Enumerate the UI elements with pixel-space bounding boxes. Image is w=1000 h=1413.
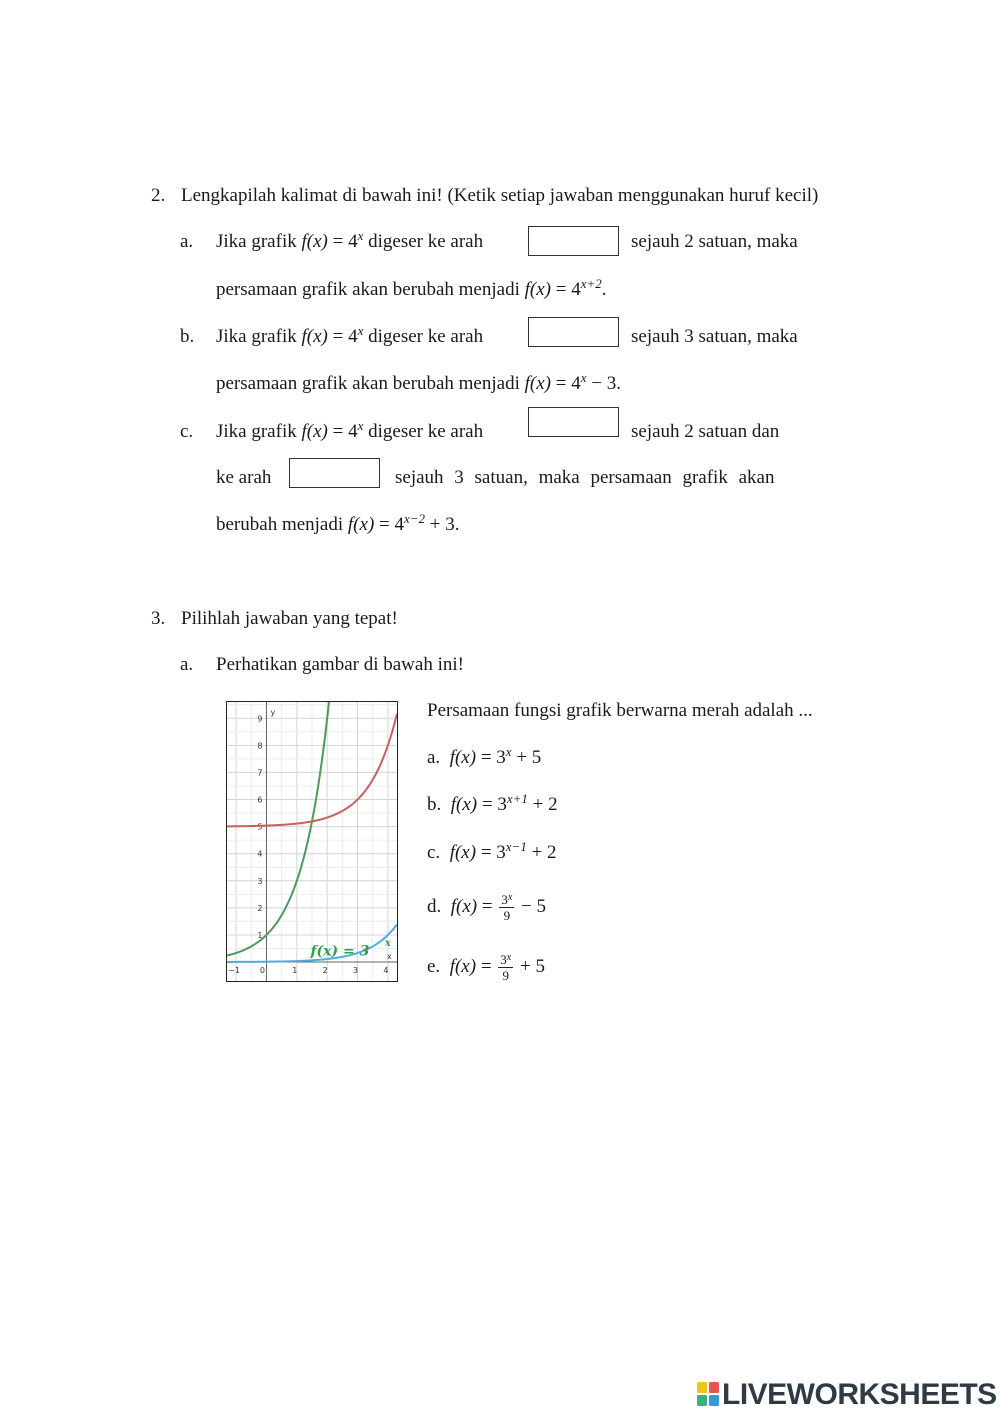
function-label-exponent: x <box>384 937 391 949</box>
x-tick-label: 1 <box>292 966 298 976</box>
y-tick-label: 9 <box>257 714 263 724</box>
q3-instruction: Pilihlah jawaban yang tepat! <box>181 608 398 629</box>
q2b-line2: persamaan grafik akan berubah menjadi $f(x) = 4^x - 3$. <box>216 370 621 394</box>
option-b[interactable]: b. $f(x) = 3^{x+1} + 2$ <box>427 791 558 815</box>
q2a-letter: a. <box>180 231 194 252</box>
y-tick-label: 3 <box>257 876 263 886</box>
q2a-line1: Jika grafik $f(x) = 4^x$ digeser ke arah <box>216 228 484 252</box>
q2a-line2: persamaan grafik akan berubah menjadi $f(x) = 4^{x+2}$. <box>216 276 607 300</box>
q2c-line1: Jika grafik $f(x) = 4^x$ digeser ke arah <box>216 418 484 442</box>
liveworksheets-logo-icon <box>697 1382 719 1406</box>
y-axis-label: y <box>270 708 276 717</box>
q2c-line3: berubah menjadi $f(x) = 4^{x-2} + 3$. <box>216 511 460 535</box>
y-tick-label: 2 <box>257 903 263 913</box>
y-tick-label: 1 <box>257 930 263 940</box>
fraction: $\frac{3^x}{9}$ <box>501 892 513 924</box>
q2c-answer-box-2[interactable] <box>289 458 380 488</box>
y-tick-label: 7 <box>257 768 263 778</box>
q3a-question: Persamaan fungsi grafik berwarna merah adalah ... <box>427 700 813 721</box>
option-a[interactable]: a. $f(x) = 3^x + 5$ <box>427 744 542 768</box>
function-graph <box>226 701 398 982</box>
q3a-text: Perhatikan gambar di bawah ini! <box>216 654 464 675</box>
q2c-distance-text: sejauh 2 satuan dan <box>631 421 780 442</box>
option-c[interactable]: c. $f(x) = 3^{x-1} + 2$ <box>427 839 557 863</box>
function-label: f(x) = 3 <box>310 943 370 960</box>
liveworksheets-logo: LIVEWORKSHEETS <box>722 1378 997 1411</box>
y-tick-label: 6 <box>257 795 263 805</box>
fraction: $\frac{3^x}{9}$ <box>500 952 512 984</box>
option-e[interactable]: e. f(x) = $\frac{3^x}{9}$ + 5 <box>427 952 545 984</box>
y-tick-label: 5 <box>257 822 263 832</box>
q2b-letter: b. <box>180 326 195 347</box>
q2c-direction-text: ke arah <box>216 467 272 488</box>
q2c-continuation: sejauh 3 satuan, maka persamaan grafik akan <box>395 467 775 488</box>
x-axis-label: x <box>387 952 392 962</box>
q2a-distance-text: sejauh 2 satuan, maka <box>631 231 798 252</box>
x-tick-label: 3 <box>352 966 359 976</box>
y-tick-label: 8 <box>257 741 263 751</box>
q3a-letter: a. <box>180 654 194 675</box>
curve-green <box>227 702 331 956</box>
q2a-answer-box[interactable] <box>528 226 619 256</box>
x-tick-label: 2 <box>322 966 328 976</box>
q2-instruction: Lengkapilah kalimat di bawah ini! (Ketik setiap jawaban menggunakan huruf kecil) <box>181 185 819 206</box>
y-tick-label: 4 <box>257 849 263 859</box>
q2c-letter: c. <box>180 421 194 442</box>
option-d[interactable]: d. f(x) = $\frac{3^x}{9}$ − 5 <box>427 892 547 924</box>
q2b-line1: Jika grafik $f(x) = 4^x$ digeser ke arah <box>216 323 484 347</box>
q2-number: 2. <box>151 185 166 206</box>
x-tick-label: −1 <box>228 966 241 976</box>
q2c-answer-box-1[interactable] <box>528 407 619 437</box>
graph-canvas <box>227 702 397 981</box>
q2b-answer-box[interactable] <box>528 317 619 347</box>
x-tick-label: 4 <box>383 966 389 976</box>
q3-number: 3. <box>151 608 166 629</box>
x-tick-label: 0 <box>259 966 266 976</box>
q2b-distance-text: sejauh 3 satuan, maka <box>631 326 798 347</box>
